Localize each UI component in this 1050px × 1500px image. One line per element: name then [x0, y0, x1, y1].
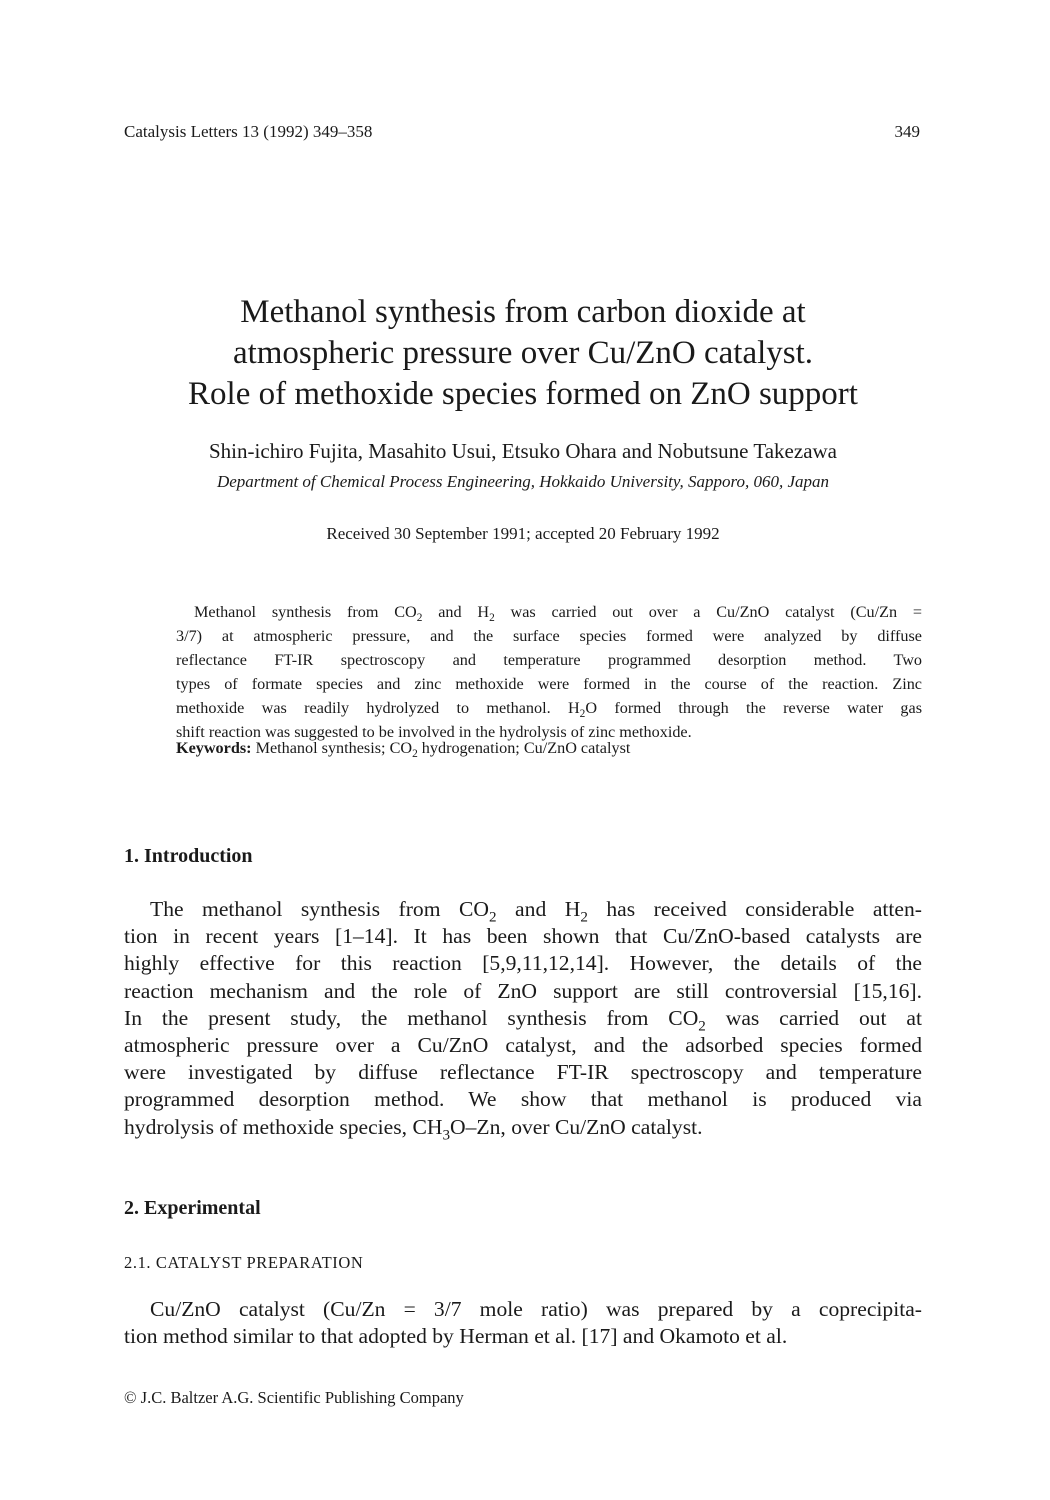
- text-run: hydrolysis of methoxide species, CH: [124, 1114, 443, 1139]
- text-line: [124, 923, 922, 950]
- text-line: [124, 1086, 922, 1113]
- text-run: reflectance FT-IR spectroscopy and temperature programmed desorption method. Two: [176, 651, 922, 670]
- keywords: [176, 736, 922, 760]
- subscript: 2: [698, 1018, 706, 1035]
- title-line: Methanol synthesis from carbon dioxide at: [240, 294, 806, 330]
- subscript: 2: [489, 611, 495, 624]
- text-run: reaction mechanism and the role of ZnO support are still controversial [15,16].: [124, 978, 922, 1003]
- copyright-notice: © J.C. Baltzer A.G. Scientific Publishing Company: [124, 1388, 464, 1407]
- journal-citation: Catalysis Letters 13 (1992) 349–358: [124, 122, 373, 141]
- subsection-heading-catalyst-preparation: 2.1. CATALYST PREPARATION: [124, 1253, 364, 1272]
- text-line: [124, 1114, 922, 1141]
- page-number: 349: [894, 122, 920, 141]
- text-run: highly effective for this reaction [5,9,11,12,14]. However, the details of the: [124, 951, 922, 976]
- text-line: [124, 978, 922, 1005]
- subscript: 2: [579, 708, 586, 721]
- keywords-text: hydrogenation; Cu/ZnO catalyst: [417, 739, 631, 757]
- text-run: has received considerable atten-: [587, 897, 922, 921]
- author-list: Shin-ichiro Fujita, Masahito Usui, Etsuko Ohara and Nobutsune Takezawa: [208, 439, 838, 463]
- text-run: atmospheric pressure over a Cu/ZnO catalyst, and the adsorbed species formed: [124, 1033, 922, 1058]
- introduction-paragraph: [124, 896, 922, 1141]
- subscript: 2: [580, 909, 588, 926]
- subscript: 2: [489, 909, 497, 926]
- subscript: 3: [442, 1126, 451, 1143]
- text-run: tion method similar to that adopted by Herman et al. [17] and Okamoto et al.: [124, 1324, 788, 1349]
- text-line: [124, 1005, 922, 1035]
- section-heading-experimental: 2. Experimental: [124, 1197, 261, 1219]
- keywords-label: Keywords:: [176, 739, 252, 757]
- text-run: programmed desorption method. We show that methanol is produced via: [124, 1087, 922, 1112]
- affiliation: Department of Chemical Process Engineering, Hokkaido University, Sapporo, 060, Japan: [216, 472, 830, 491]
- text-line: [124, 1059, 922, 1086]
- keywords-text: Methanol synthesis; CO: [251, 739, 413, 757]
- text-run: were investigated by diffuse reflectance FT-IR spectroscopy and temperature: [124, 1060, 922, 1085]
- text-line: [176, 624, 922, 648]
- section-heading-introduction: 1. Introduction: [124, 845, 253, 867]
- text-run: shift reaction was suggested to be involved in the hydrolysis of zinc methoxide.: [176, 723, 692, 742]
- text-run: In the present study, the methanol synthesis from CO: [124, 1005, 699, 1030]
- text-run: and H: [422, 603, 490, 621]
- text-run: was carried out at: [705, 1005, 922, 1030]
- subscript: 2: [416, 611, 423, 624]
- paper-title: [90, 292, 956, 415]
- text-run: types of formate species and zinc methoxide were formed in the course of the reaction. Zinc: [176, 675, 922, 694]
- text-line: [124, 1323, 922, 1350]
- text-line: [124, 1296, 922, 1323]
- text-run: Cu/ZnO catalyst (Cu/Zn = 3/7 mole ratio) was prepared by a coprecipita-: [150, 1297, 922, 1321]
- text-run: Methanol synthesis from CO: [194, 603, 417, 621]
- text-line: [176, 672, 922, 696]
- title-line: Role of methoxide species formed on ZnO support: [188, 376, 858, 412]
- catalyst-preparation-paragraph: [124, 1296, 922, 1350]
- text-line: [124, 896, 922, 926]
- text-run: was carried out over a Cu/ZnO catalyst (Cu/Zn =: [494, 603, 922, 621]
- text-run: tion in recent years [1–14]. It has been shown that Cu/ZnO-based catalysts are: [124, 924, 922, 949]
- text-run: and H: [496, 897, 581, 921]
- text-line: [176, 696, 922, 720]
- received-dates: Received 30 September 1991; accepted 20 February 1992: [326, 524, 720, 543]
- abstract: [176, 600, 922, 745]
- text-line: [176, 648, 922, 672]
- text-run: O formed through the reverse water gas: [585, 699, 922, 718]
- keywords-subscript: 2: [412, 747, 418, 760]
- text-line: [176, 600, 922, 624]
- running-head: [124, 120, 922, 144]
- text-run: O–Zn, over Cu/ZnO catalyst.: [450, 1114, 703, 1139]
- text-line: [124, 950, 922, 977]
- text-line: [124, 1032, 922, 1059]
- text-run: methoxide was readily hydrolyzed to methanol. H: [176, 699, 580, 718]
- text-run: 3/7) at atmospheric pressure, and the surface species formed were analyzed by diffuse: [176, 627, 922, 646]
- title-line: atmospheric pressure over Cu/ZnO catalyst.: [232, 335, 814, 371]
- text-run: The methanol synthesis from CO: [150, 897, 490, 921]
